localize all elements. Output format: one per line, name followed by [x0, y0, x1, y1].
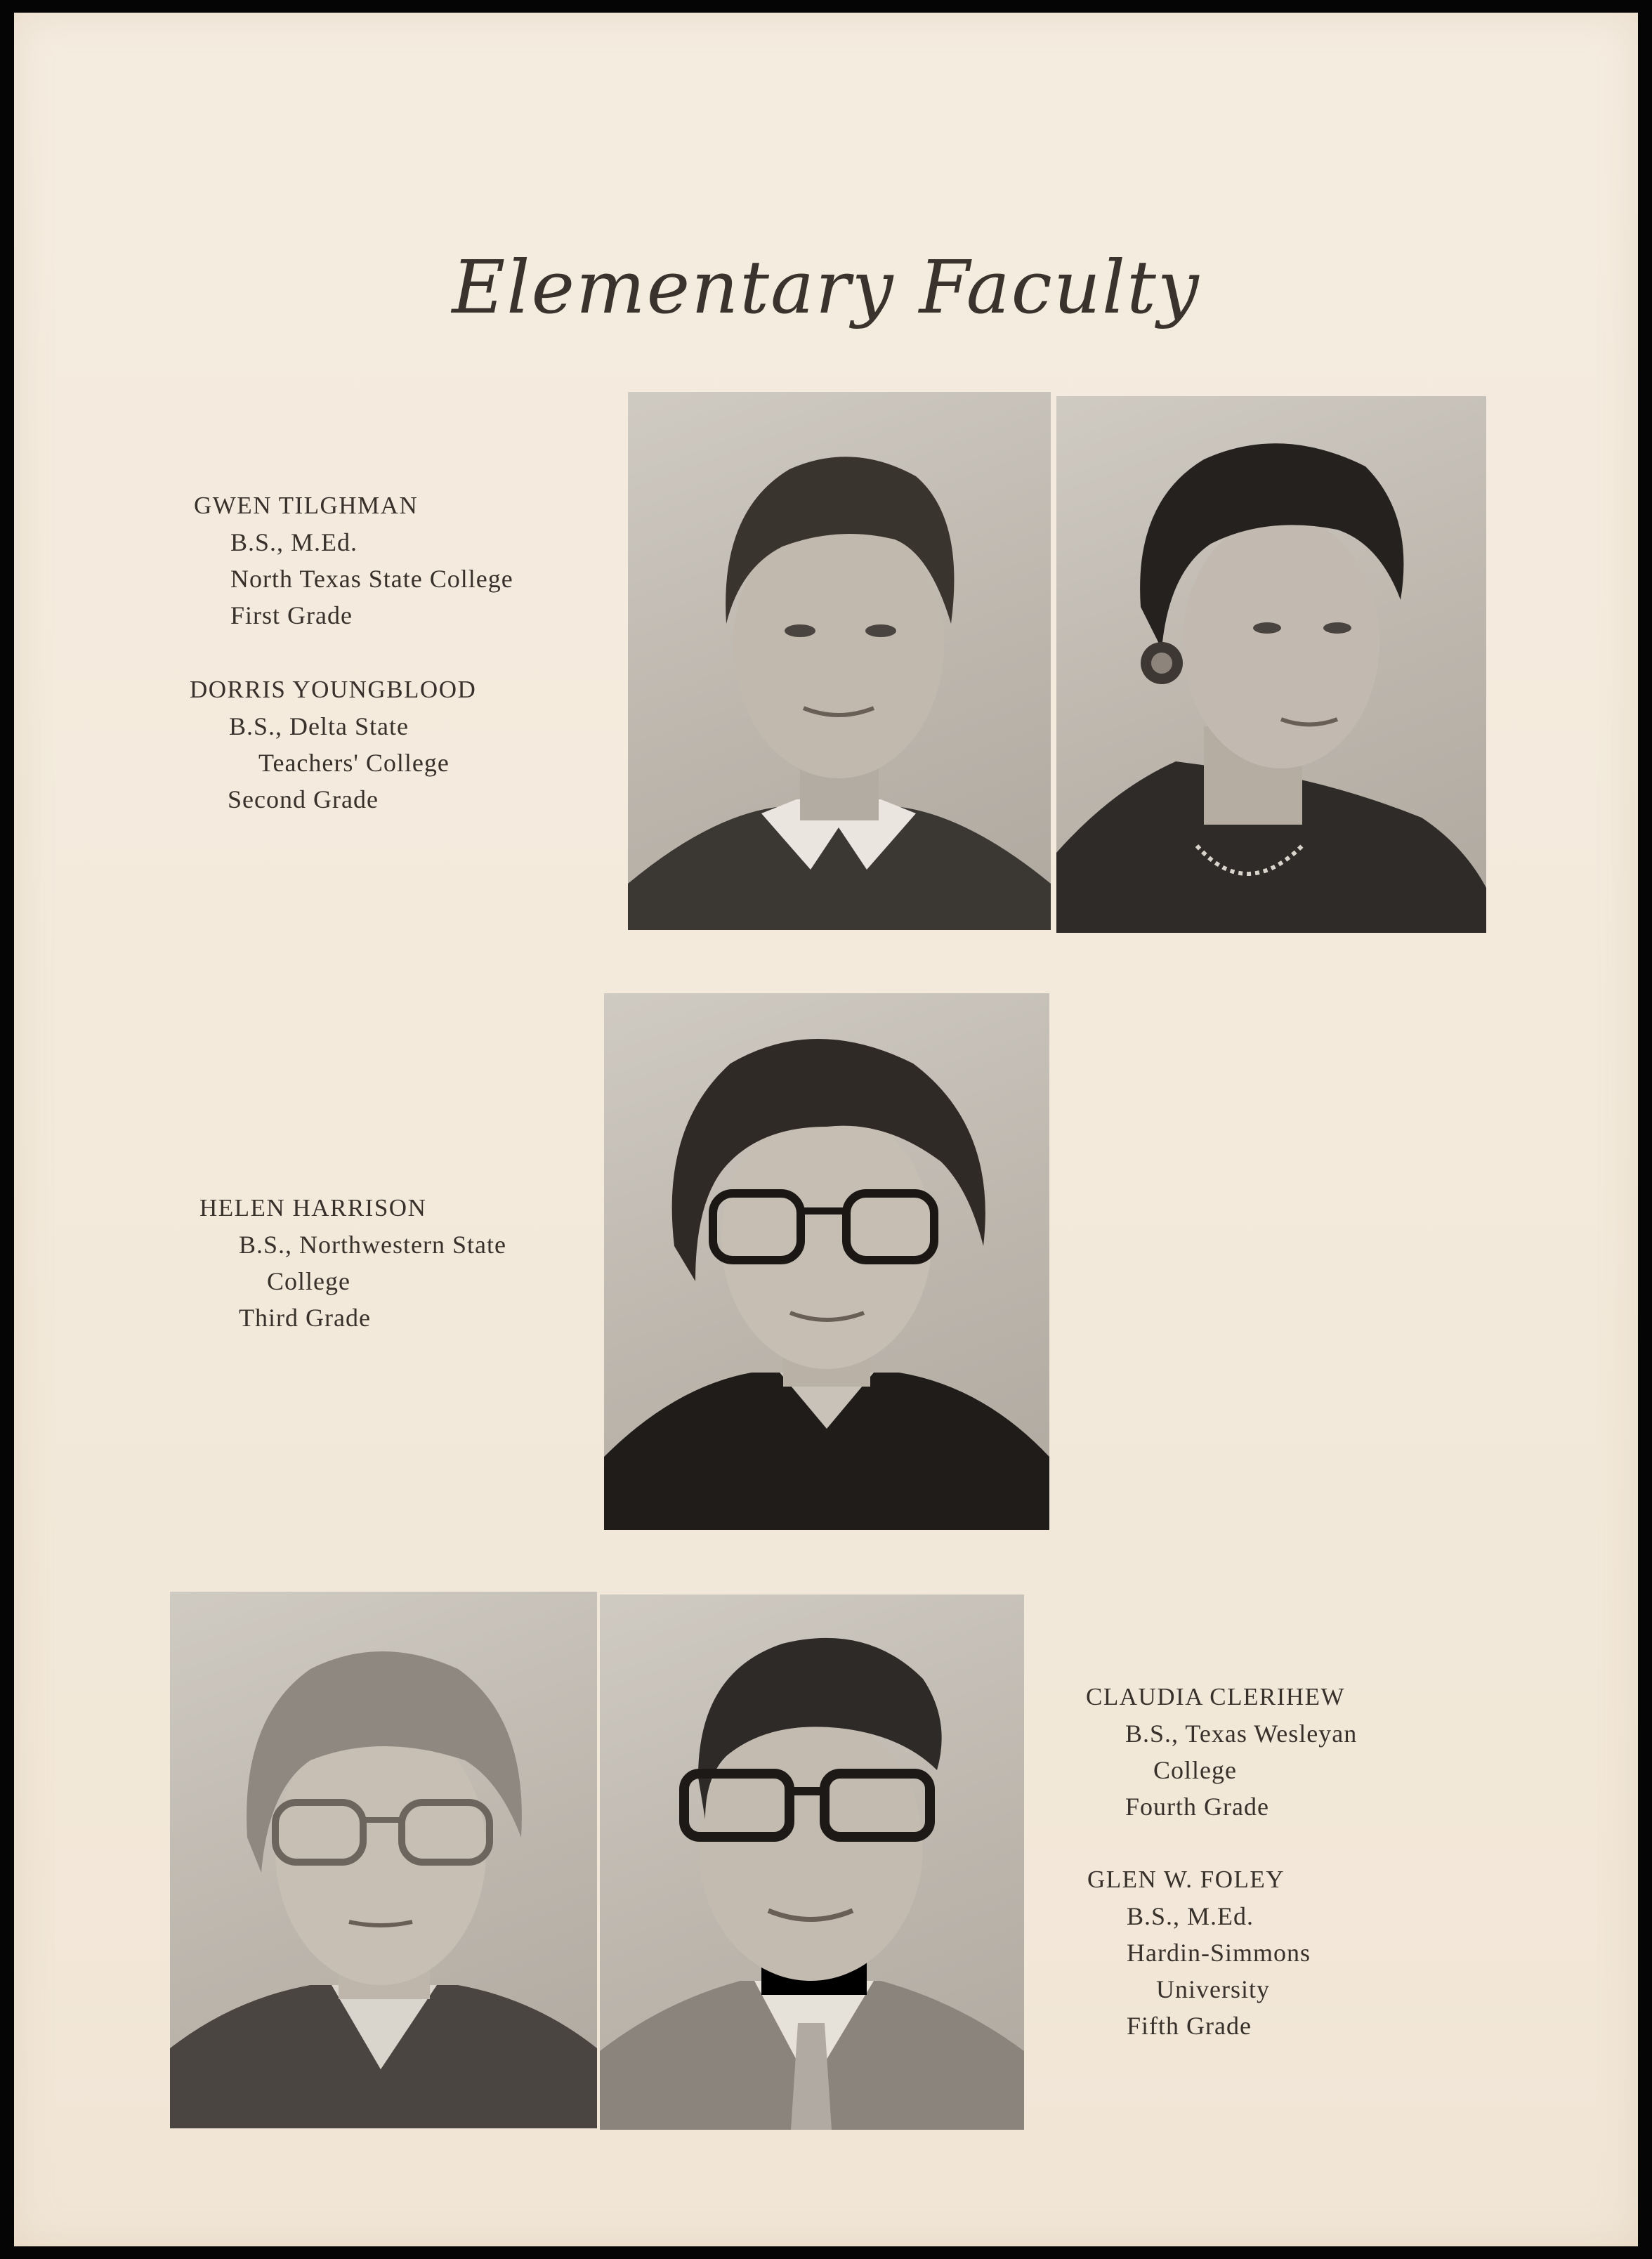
- faculty-grade: Third Grade: [239, 1304, 371, 1332]
- faculty-degree: B.S., M.Ed.: [1127, 1902, 1254, 1930]
- faculty-grade: Fifth Grade: [1127, 2012, 1252, 2040]
- faculty-grade: Fourth Grade: [1125, 1793, 1269, 1821]
- faculty-degree: B.S., Northwestern State: [239, 1231, 506, 1259]
- faculty-school-continued: University: [1156, 1975, 1270, 2003]
- faculty-school: College: [1153, 1756, 1237, 1784]
- yearbook-page: [14, 13, 1638, 2246]
- portrait-photo-youngblood: [1056, 396, 1486, 933]
- faculty-degree: B.S., Texas Wesleyan: [1125, 1720, 1358, 1748]
- faculty-school: Hardin-Simmons: [1127, 1939, 1311, 1967]
- portrait-photo-tilghman: [628, 392, 1051, 930]
- faculty-bio-youngblood: [190, 672, 476, 818]
- faculty-bio-clerihew: [1086, 1679, 1357, 1825]
- faculty-bio-tilghman: [194, 487, 513, 634]
- faculty-degree: B.S., Delta State: [229, 712, 409, 740]
- faculty-degree: B.S., M.Ed.: [230, 528, 358, 556]
- faculty-bio-harrison: [199, 1190, 506, 1336]
- faculty-bio-foley: [1087, 1861, 1311, 2044]
- faculty-school: College: [267, 1267, 350, 1295]
- faculty-grade: Second Grade: [228, 785, 379, 813]
- faculty-grade: First Grade: [230, 601, 353, 629]
- faculty-name: GLEN W. FOLEY: [1087, 1866, 1285, 1893]
- faculty-name: DORRIS YOUNGBLOOD: [190, 676, 477, 703]
- portrait-photo-harrison: [604, 993, 1049, 1530]
- faculty-school: North Texas State College: [230, 565, 513, 593]
- faculty-name: GWEN TILGHMAN: [194, 492, 419, 519]
- page-title: Elementary Faculty: [452, 244, 1200, 330]
- portrait-photo-foley: [600, 1595, 1024, 2130]
- portrait-photo-clerihew: [170, 1592, 597, 2128]
- faculty-name: CLAUDIA CLERIHEW: [1086, 1683, 1346, 1710]
- faculty-school: Teachers' College: [258, 749, 450, 777]
- faculty-name: HELEN HARRISON: [199, 1194, 427, 1222]
